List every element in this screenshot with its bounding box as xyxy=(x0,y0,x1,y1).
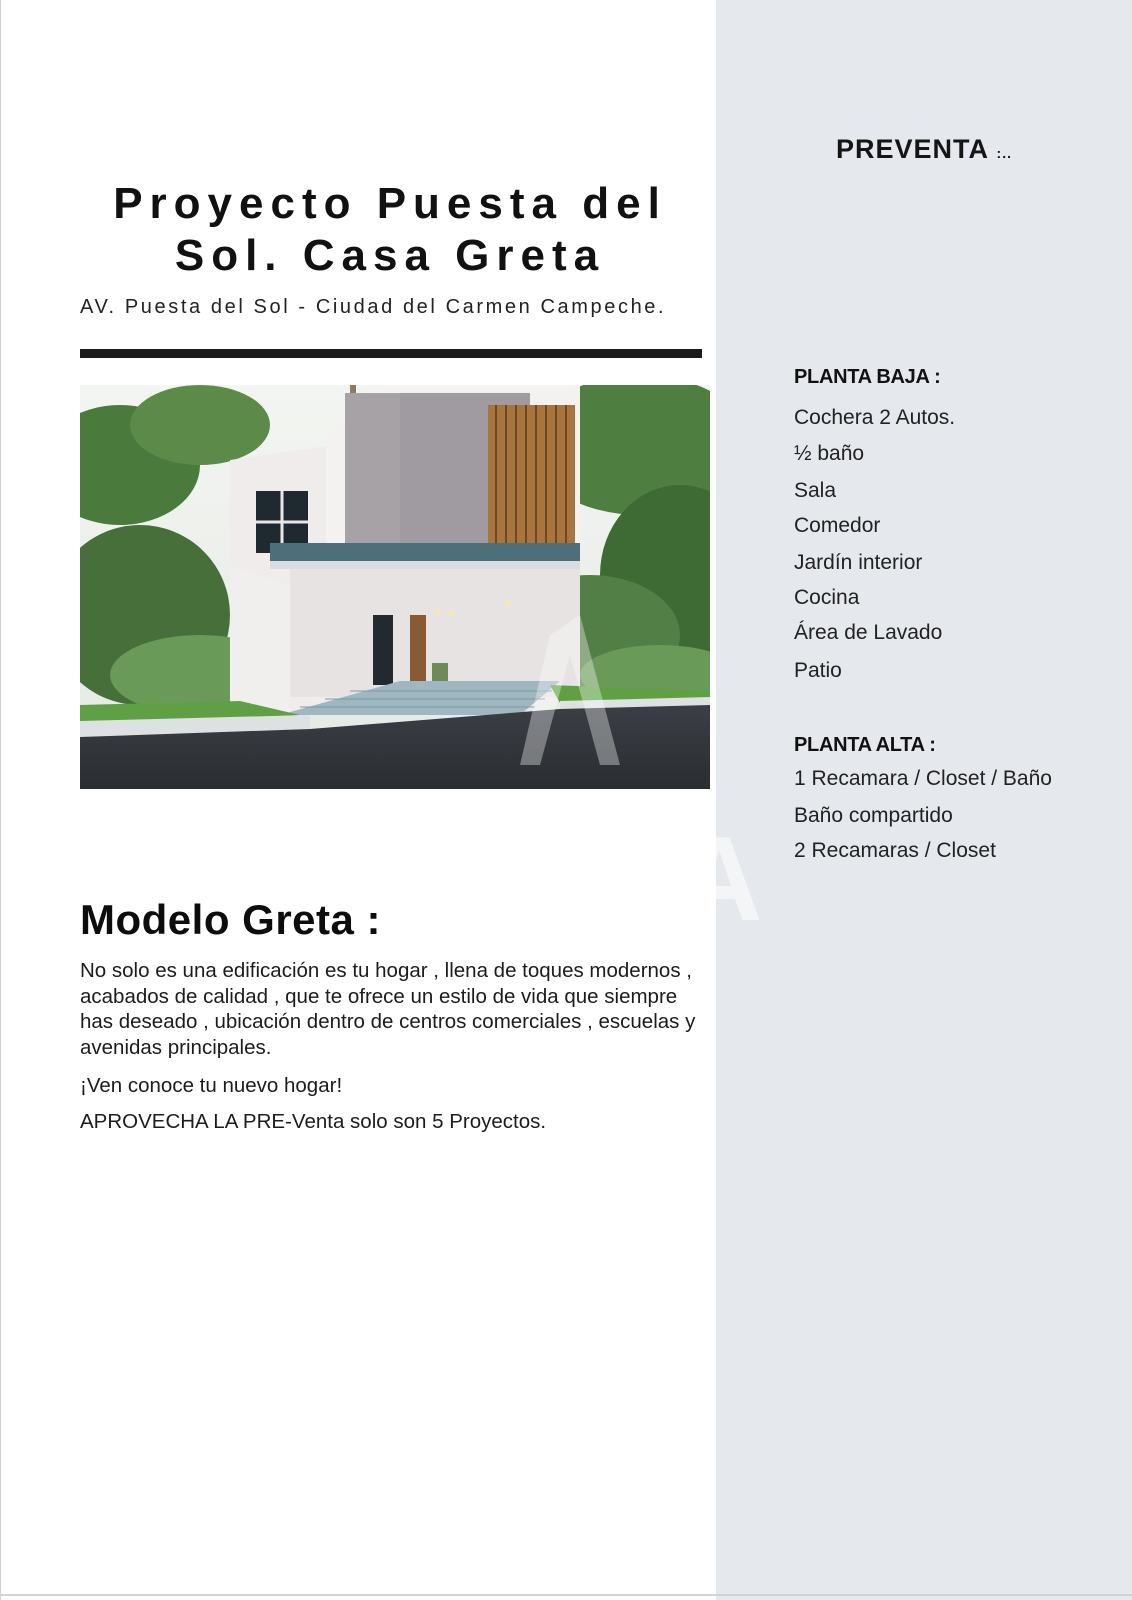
planta-baja-item: ½ baño xyxy=(794,442,865,465)
planta-alta-title: PLANTA ALTA : xyxy=(794,734,936,756)
planta-baja-item: Área de Lavado xyxy=(794,621,943,644)
planta-baja-item: Sala xyxy=(794,479,837,502)
preventa-label: PREVENTA xyxy=(836,134,989,164)
page-title xyxy=(80,178,700,282)
divider-rule xyxy=(80,349,702,358)
planta-baja-title: PLANTA BAJA : xyxy=(794,366,941,388)
planta-baja-item: Comedor xyxy=(794,514,881,537)
sidebar-panel xyxy=(716,0,1132,1600)
promo-text: APROVECHA LA PRE-Venta solo son 5 Proyectos. xyxy=(80,1110,547,1133)
house-render-image xyxy=(80,385,710,789)
planta-baja-item: Cochera 2 Autos. xyxy=(794,406,956,429)
model-heading: Modelo Greta : xyxy=(80,896,382,943)
planta-alta-item: 1 Recamara / Closet / Baño xyxy=(794,767,1052,790)
cta-text: ¡Ven conoce tu nuevo hogar! xyxy=(80,1074,343,1097)
preventa-suffix: :.. xyxy=(996,145,1012,161)
planta-baja-item: Jardín interior xyxy=(794,551,923,574)
planta-baja-item: Patio xyxy=(794,659,842,682)
page-border-bottom xyxy=(0,1594,1132,1596)
title-line-1: Proyecto Puesta del xyxy=(113,179,667,228)
planta-baja-item: Cocina xyxy=(794,586,860,609)
page-border xyxy=(0,0,1,1600)
planta-alta-item: Baño compartido xyxy=(794,804,953,827)
model-description: No solo es una edificación es tu hogar , llena de toques modernos , acabados de calidad , que te ofrece un estilo de vida que siempre has deseado , ubicación dentro de centros comerciales , escuelas y avenidas principales. xyxy=(80,959,696,1059)
address-subtitle: AV. Puesta del Sol - Ciudad del Carmen Campeche. xyxy=(80,296,667,318)
watermark-logo: A xyxy=(676,812,763,946)
planta-alta-item: 2 Recamaras / Closet xyxy=(794,839,996,862)
title-line-2: Sol. Casa Greta xyxy=(174,231,606,280)
preventa-heading xyxy=(836,134,1012,165)
